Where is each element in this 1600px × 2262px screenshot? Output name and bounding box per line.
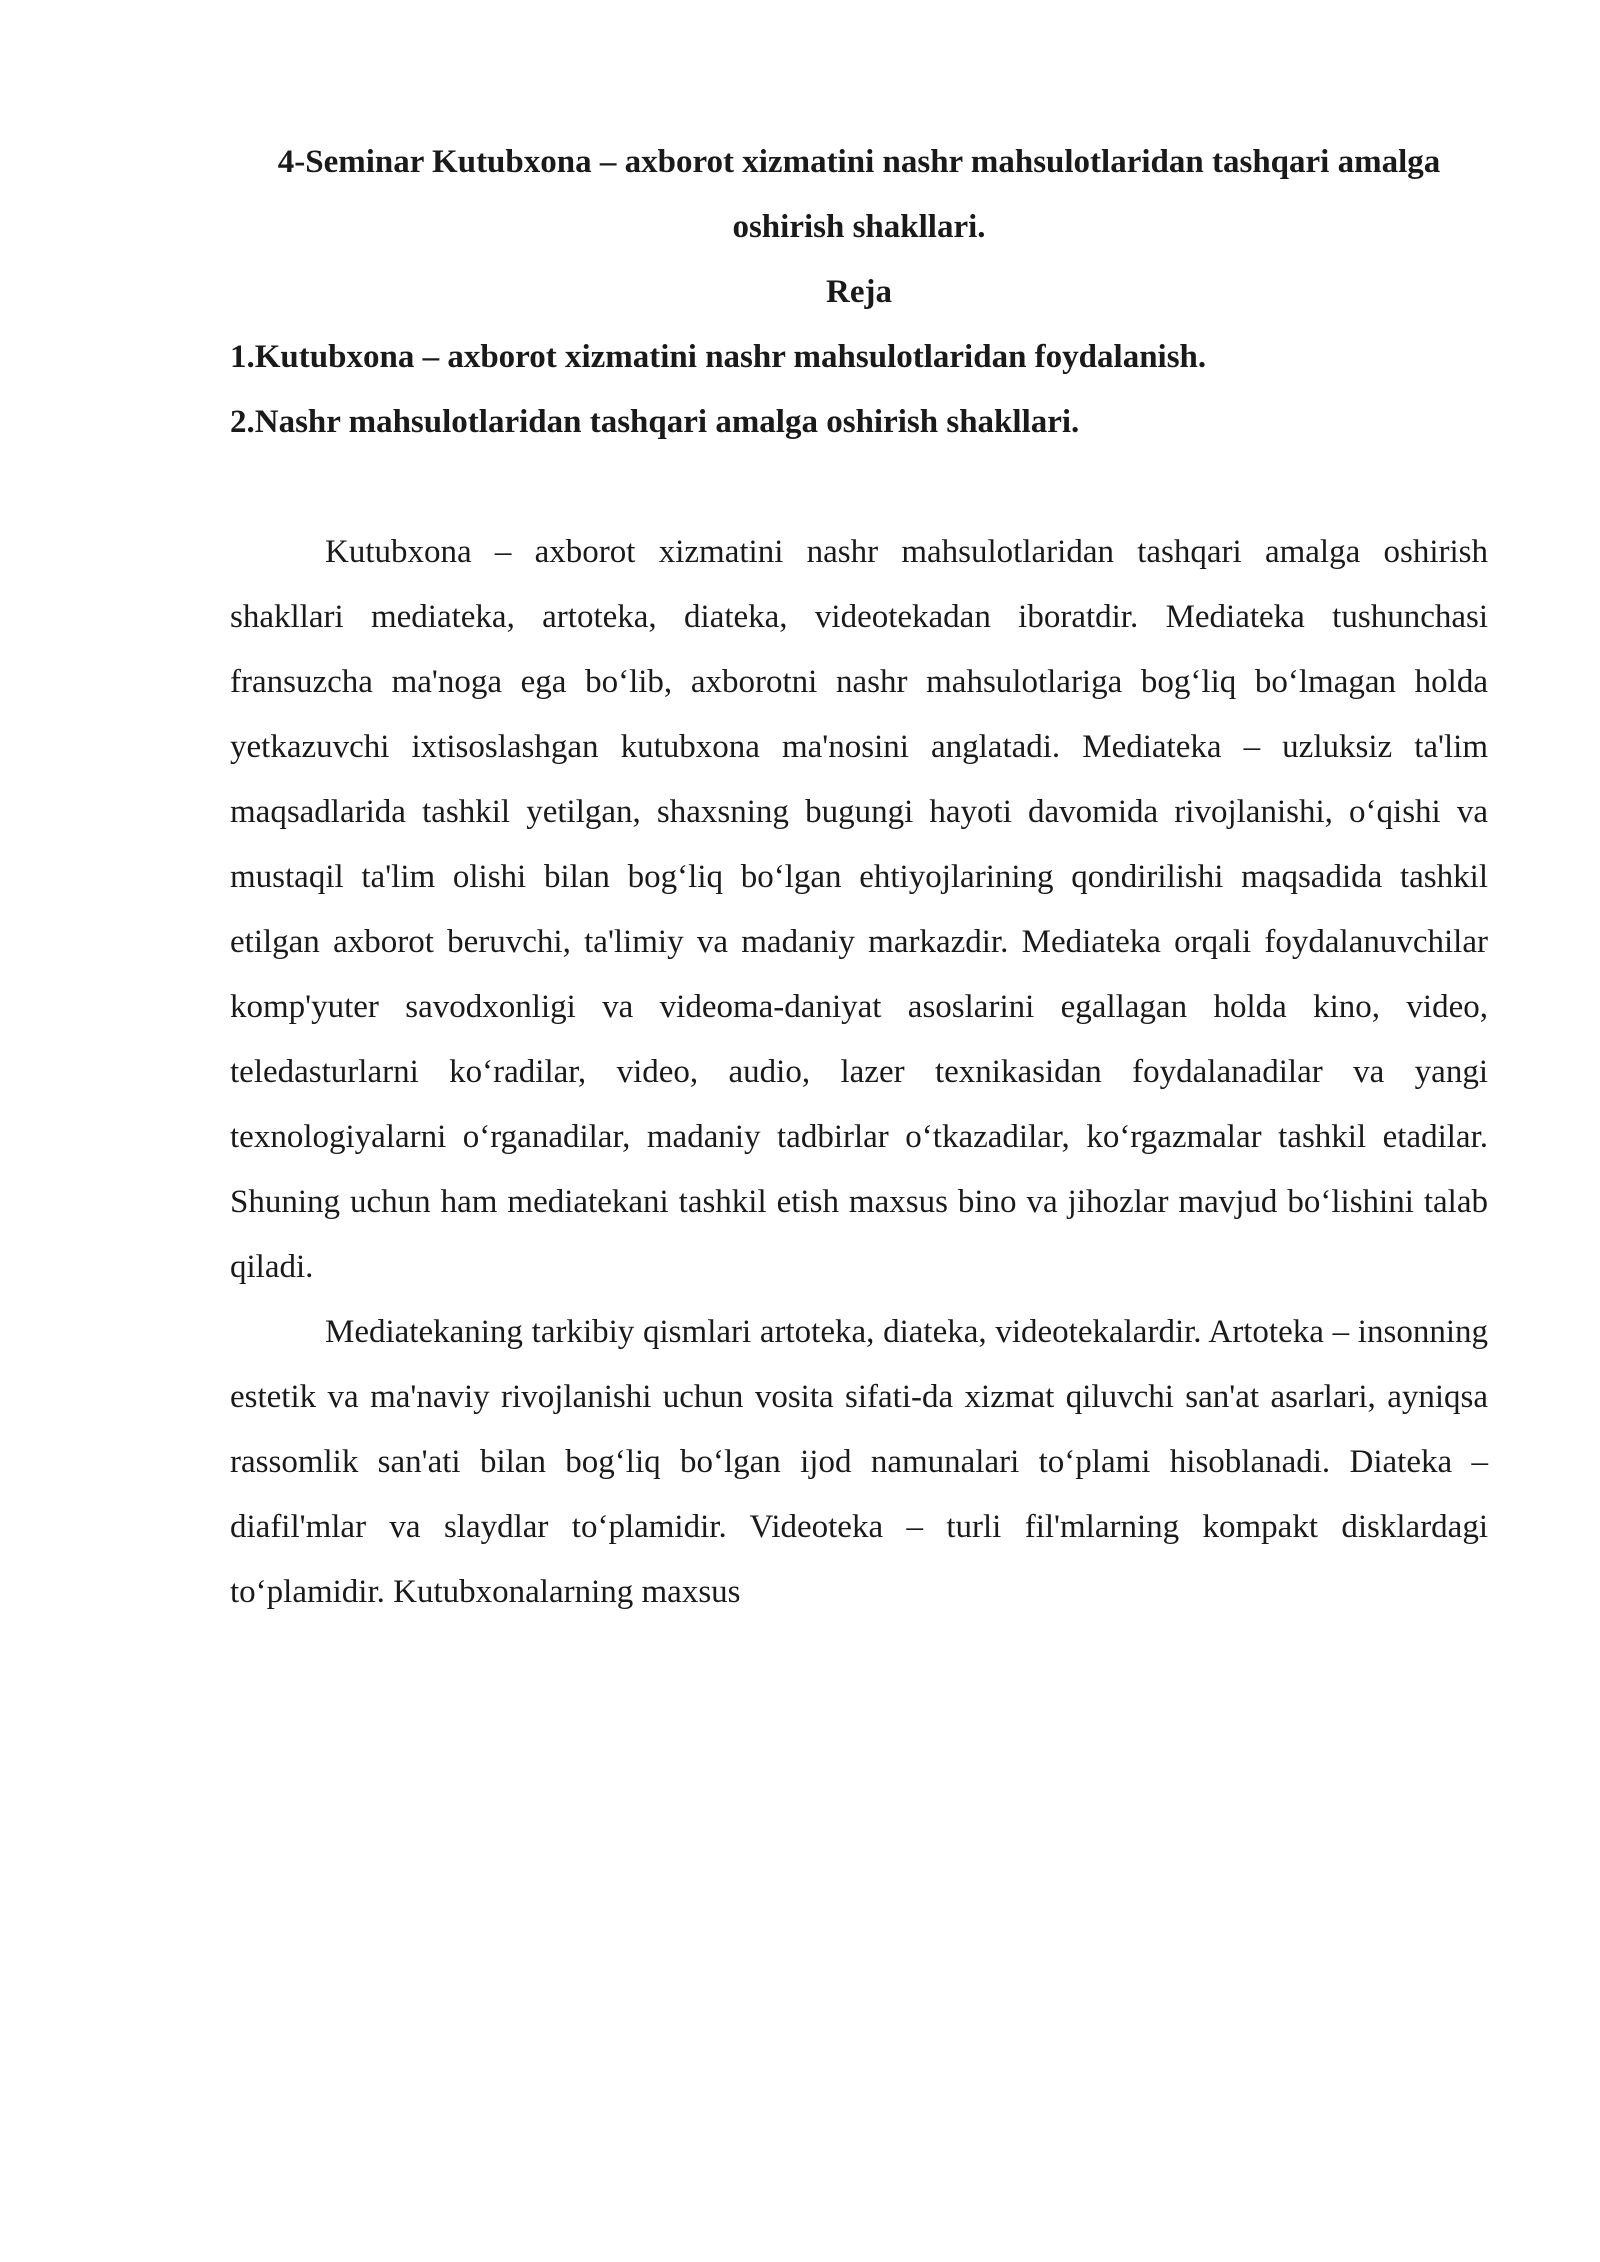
spacer [230, 455, 1488, 520]
plan-item-1: 1.Kutubxona – axborot xizmatini nashr mahsulotlaridan foydalanish. [230, 339, 1207, 375]
document-title: 4-Seminar Kutubxona – axborot xizmatini nashr mahsulotlaridan tashqari amalga oshirish shakllari. [277, 144, 1441, 245]
body-paragraph-2: Mediatekaning tarkibiy qismlari artoteka, diateka, videotekalardir. Artoteka – insonning estetik va ma'naviy rivojlanishi uchun vosita sifati-da xizmat qiluvchi san'at asarlari, ayniqsa rassomlik san'ati bilan bog‘liq bo‘lgan ijod namunalari to‘plami hisoblanadi. Diateka – diafil'mlar va slaydlar to‘plamidir. Videoteka – turli fil'mlarning kompakt disklardagi to‘plamidir. Kutubxonalarning maxsus [230, 1314, 1488, 1610]
plan-item-2: 2.Nashr mahsulotlaridan tashqari amalga oshirish shakllari. [230, 404, 1080, 440]
document-page [230, 130, 1488, 1625]
plan-heading: Reja [826, 274, 892, 310]
plan-list [230, 325, 1488, 455]
body-paragraph-1: Kutubxona – axborot xizmatini nashr mahsulotlaridan tashqari amalga oshirish shakllari mediateka, artoteka, diateka, videotekadan iboratdir. Mediateka tushunchasi fransuzcha ma'noga ega bo‘lib, axborotni nashr mahsulotlariga bog‘liq bo‘lmagan holda yetkazuvchi ixtisoslashgan kutubxona ma'nosini anglatadi. Mediateka – uzluksiz ta'lim maqsadlarida tashkil yetilgan, shaxsning bugungi hayoti davomida rivojlanishi, o‘qishi va mustaqil ta'lim olishi bilan bog‘liq bo‘lgan ehtiyojlarining qondirilishi maqsadida tashkil etilgan axborot beruvchi, ta'limiy va madaniy markazdir. Mediateka orqali foydalanuvchilar komp'yuter savodxonligi va videoma-daniyat asoslarini egallagan holda kino, video, teledasturlarni ko‘radilar, video, audio, lazer texnikasidan foydalanadilar va yangi texnologiyalarni o‘rganadilar, madaniy tadbirlar o‘tkazadilar, ko‘rgazmalar tashkil etadilar. Shuning uchun ham mediatekani tashkil etish maxsus bino va jihozlar mavjud bo‘lishini talab qiladi. [230, 534, 1488, 1285]
